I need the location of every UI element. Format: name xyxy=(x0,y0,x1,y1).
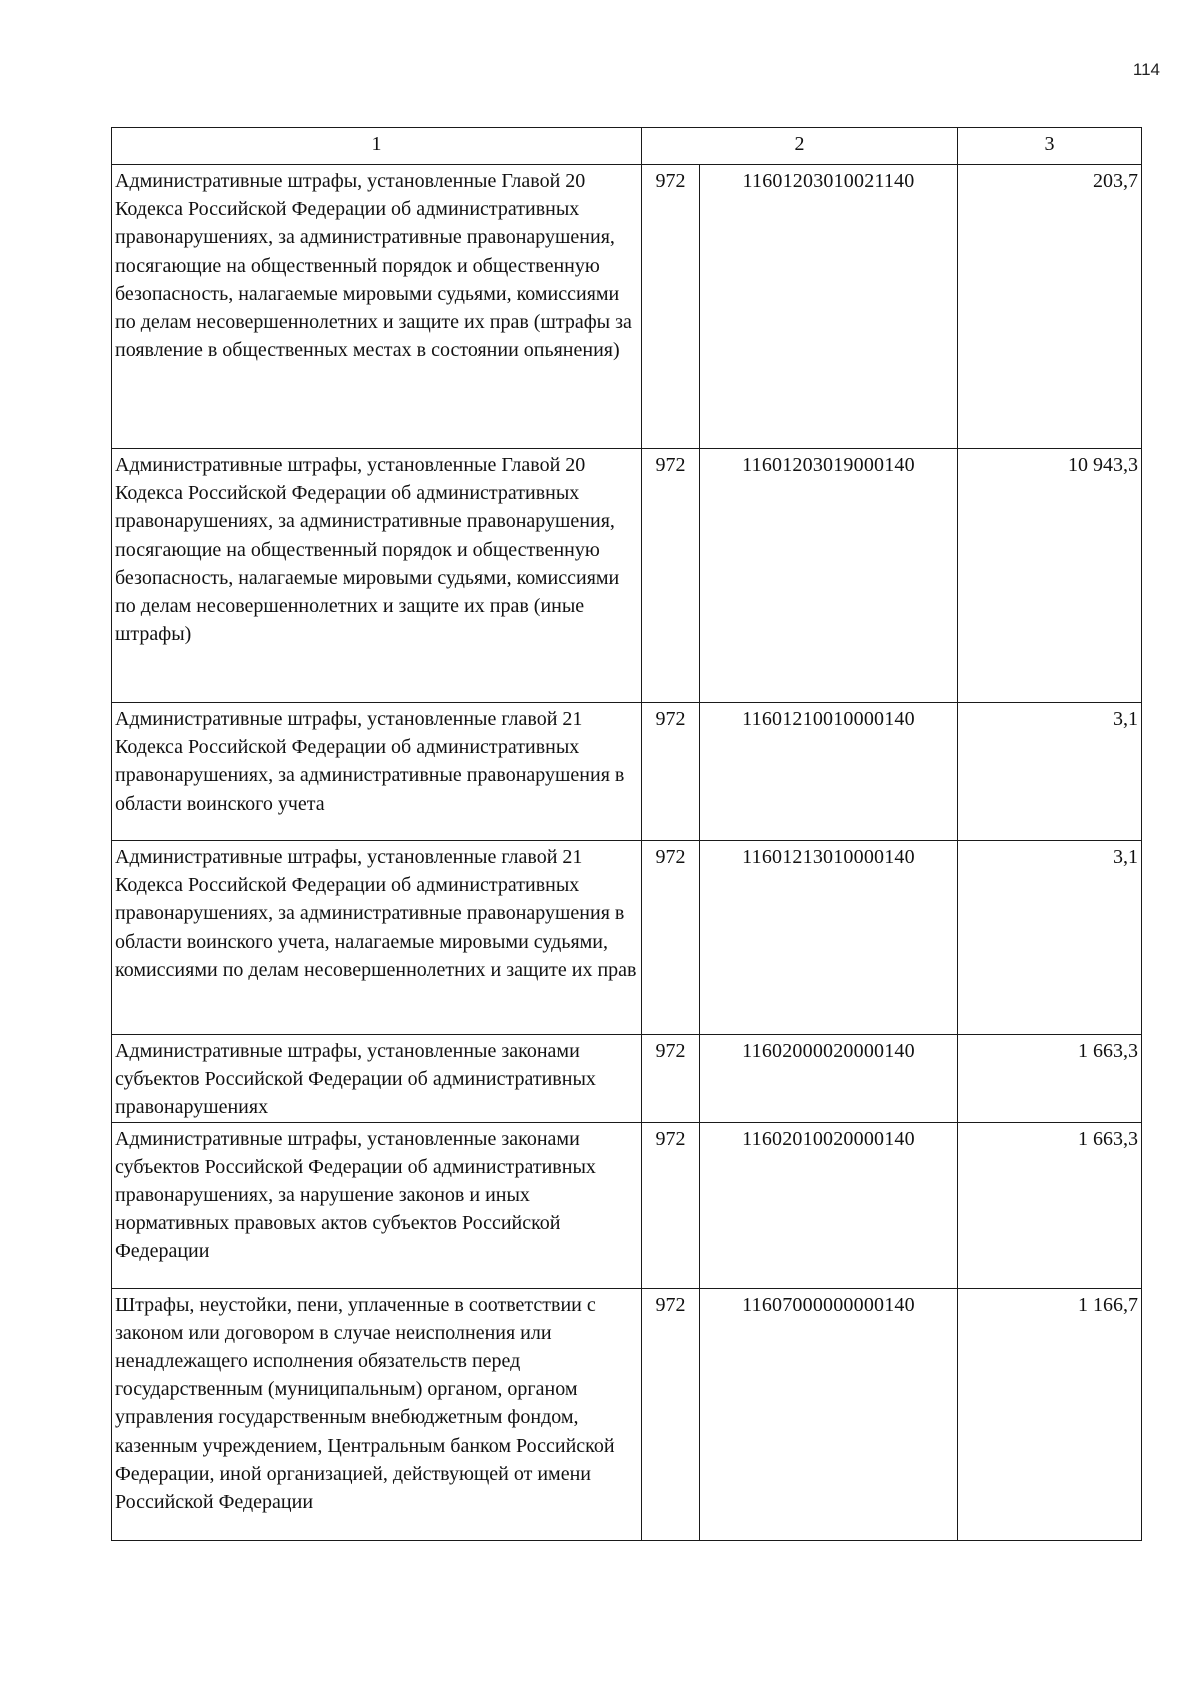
budget-classification-code: 11607000000000140 xyxy=(700,1288,958,1540)
budget-classification-code: 11601203019000140 xyxy=(700,449,958,703)
table-header-row xyxy=(112,128,1142,165)
budget-classification-code: 11602010020000140 xyxy=(700,1122,958,1288)
revenue-name: Административные штрафы, установленные главой 21 Кодекса Российской Федерации об административных правонарушениях, за административные правонарушения в области воинского учета xyxy=(112,703,642,841)
table-row xyxy=(112,1122,1142,1288)
table-row xyxy=(112,841,1142,1035)
header-col-1: 1 xyxy=(112,128,642,165)
amount: 1 166,7 xyxy=(958,1288,1142,1540)
budget-classification-code: 11601203010021140 xyxy=(700,165,958,449)
amount: 3,1 xyxy=(958,703,1142,841)
table-row xyxy=(112,1035,1142,1123)
revenue-name: Административные штрафы, установленные главой 21 Кодекса Российской Федерации об административных правонарушениях, за административные правонарушения в области воинского учета, налагаемые мировыми судьями, комиссиями по делам несовершеннолетних и защите их прав xyxy=(112,841,642,1035)
admin-code: 972 xyxy=(642,165,700,449)
amount: 10 943,3 xyxy=(958,449,1142,703)
revenue-name: Штрафы, неустойки, пени, уплаченные в соответствии с законом или договором в случае неисполнения или ненадлежащего исполнения обязательств перед государственным (муниципальным) органом, органом управления государственным внебюджетным фондом, казенным учреждением, Центральным банком Российской Федерации, иной организацией, действующей от имени Российской Федерации xyxy=(112,1288,642,1540)
budget-classification-code: 11601210010000140 xyxy=(700,703,958,841)
amount: 203,7 xyxy=(958,165,1142,449)
header-col-2: 2 xyxy=(642,128,958,165)
revenue-name: Административные штрафы, установленные законами субъектов Российской Федерации об административных правонарушениях xyxy=(112,1035,642,1123)
table-row xyxy=(112,449,1142,703)
admin-code: 972 xyxy=(642,841,700,1035)
page-number: 114 xyxy=(1132,60,1160,79)
revenue-name: Административные штрафы, установленные законами субъектов Российской Федерации об административных правонарушениях, за нарушение законов и иных нормативных правовых актов субъектов Российской Федерации xyxy=(112,1122,642,1288)
admin-code: 972 xyxy=(642,1288,700,1540)
amount: 1 663,3 xyxy=(958,1035,1142,1123)
amount: 1 663,3 xyxy=(958,1122,1142,1288)
budget-revenue-table xyxy=(111,127,1142,1541)
table-row xyxy=(112,165,1142,449)
revenue-name: Административные штрафы, установленные Главой 20 Кодекса Российской Федерации об административных правонарушениях, за административные правонарушения, посягающие на общественный порядок и общественную безопасность, налагаемые мировыми судьями, комиссиями по делам несовершеннолетних и защите их прав (иные штрафы) xyxy=(112,449,642,703)
amount: 3,1 xyxy=(958,841,1142,1035)
table-row xyxy=(112,1288,1142,1540)
admin-code: 972 xyxy=(642,703,700,841)
table-row xyxy=(112,703,1142,841)
header-col-3: 3 xyxy=(958,128,1142,165)
revenue-name: Административные штрафы, установленные Главой 20 Кодекса Российской Федерации об административных правонарушениях, за административные правонарушения, посягающие на общественный порядок и общественную безопасность, налагаемые мировыми судьями, комиссиями по делам несовершеннолетних и защите их прав (штрафы за появление в общественных местах в состоянии опьянения) xyxy=(112,165,642,449)
admin-code: 972 xyxy=(642,449,700,703)
budget-classification-code: 11601213010000140 xyxy=(700,841,958,1035)
admin-code: 972 xyxy=(642,1122,700,1288)
admin-code: 972 xyxy=(642,1035,700,1123)
budget-classification-code: 11602000020000140 xyxy=(700,1035,958,1123)
